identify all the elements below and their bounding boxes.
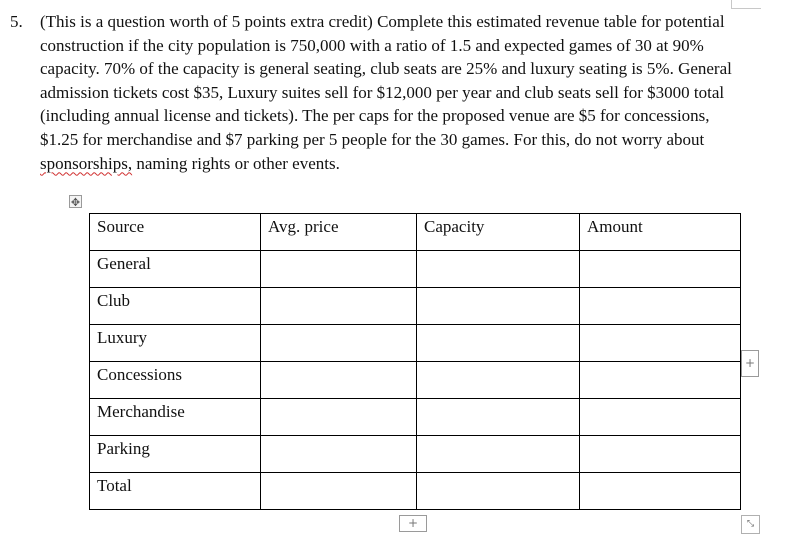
header-capacity[interactable]: Capacity xyxy=(417,214,580,251)
cell-avg-price-merchandise[interactable] xyxy=(261,399,417,436)
cell-amount-total[interactable] xyxy=(580,473,741,510)
cell-avg-price-luxury[interactable] xyxy=(261,325,417,362)
add-row-button[interactable]: + xyxy=(399,515,427,532)
cell-capacity-club[interactable] xyxy=(417,288,580,325)
table-row xyxy=(90,325,741,362)
cell-amount-parking[interactable] xyxy=(580,436,741,473)
cell-source-parking[interactable]: Parking xyxy=(90,436,261,473)
question-text-last-line xyxy=(40,152,738,176)
question-number: 5. xyxy=(10,12,23,31)
cell-avg-price-concessions[interactable] xyxy=(261,362,417,399)
cell-capacity-merchandise[interactable] xyxy=(417,399,580,436)
cell-avg-price-club[interactable] xyxy=(261,288,417,325)
cell-amount-luxury[interactable] xyxy=(580,325,741,362)
table-row xyxy=(90,362,741,399)
cell-source-concessions[interactable]: Concessions xyxy=(90,362,261,399)
table-move-handle-icon[interactable]: ✥ xyxy=(70,196,81,209)
cell-capacity-general[interactable] xyxy=(417,251,580,288)
header-source[interactable]: Source xyxy=(90,214,261,251)
question-block xyxy=(10,10,738,175)
revenue-table xyxy=(89,213,741,510)
table-header-row xyxy=(90,214,741,251)
cell-source-luxury[interactable]: Luxury xyxy=(90,325,261,362)
table-row xyxy=(90,251,741,288)
cell-capacity-parking[interactable] xyxy=(417,436,580,473)
table-resize-handle-icon[interactable]: ⤡ xyxy=(741,515,760,534)
cell-source-merchandise[interactable]: Merchandise xyxy=(90,399,261,436)
page-margin-corner xyxy=(731,0,761,9)
cell-avg-price-parking[interactable] xyxy=(261,436,417,473)
question-text-end: naming rights or other events. xyxy=(136,153,340,173)
table-row xyxy=(90,436,741,473)
cell-amount-club[interactable] xyxy=(580,288,741,325)
spellcheck-flagged-word[interactable]: sponsorships, xyxy=(40,153,133,173)
cell-source-general[interactable]: General xyxy=(90,251,261,288)
cell-amount-concessions[interactable] xyxy=(580,362,741,399)
table-row xyxy=(90,399,741,436)
cell-amount-merchandise[interactable] xyxy=(580,399,741,436)
cell-capacity-total[interactable] xyxy=(417,473,580,510)
cell-source-total[interactable]: Total xyxy=(90,473,261,510)
question-text xyxy=(40,10,738,175)
header-avg-price[interactable]: Avg. price xyxy=(261,214,417,251)
table-row xyxy=(90,288,741,325)
cell-source-club[interactable]: Club xyxy=(90,288,261,325)
cell-avg-price-total[interactable] xyxy=(261,473,417,510)
question-text-main: (This is a question worth of 5 points extra credit) Complete this estimated revenue table for potential construction if the city population is 750,000 with a ratio of 1.5 and expected games of 30 at 90% capacity. 70% of the capacity is general seating, club seats are 25% and luxury seating is 5%. General admission tickets cost $35, Luxury suites sell for $12,000 per year and club seats sell for $3000 total (including annual license and tickets). The per caps for the proposed venue are $5 for concessions, $1.25 for merchandise and $7 parking per 5 people for the 30 games. For this, do not worry about xyxy=(40,12,732,149)
cell-amount-general[interactable] xyxy=(580,251,741,288)
header-amount[interactable]: Amount xyxy=(580,214,741,251)
cell-avg-price-general[interactable] xyxy=(261,251,417,288)
add-column-button[interactable]: + xyxy=(741,350,759,377)
cell-capacity-luxury[interactable] xyxy=(417,325,580,362)
table-row xyxy=(90,473,741,510)
cell-capacity-concessions[interactable] xyxy=(417,362,580,399)
